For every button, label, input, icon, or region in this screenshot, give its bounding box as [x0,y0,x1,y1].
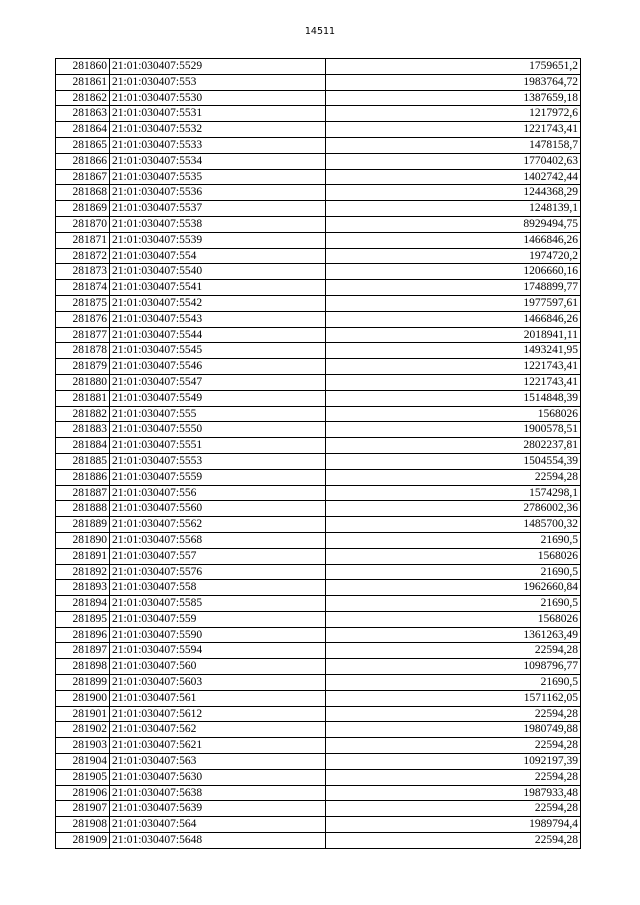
row-number: 281893 [56,580,110,596]
table-row [56,453,581,469]
table-row [56,706,581,722]
row-number: 281896 [56,627,110,643]
row-number: 281878 [56,343,110,359]
cadastral-value: 22594,28 [326,643,581,659]
row-number: 281909 [56,833,110,849]
table-row [56,295,581,311]
row-number: 281872 [56,248,110,264]
table-body [56,59,581,849]
cadastral-number: 21:01:030407:5549 [110,390,326,406]
cadastral-value: 1983764,72 [326,74,581,90]
row-number: 281906 [56,785,110,801]
cadastral-value: 1568026 [326,611,581,627]
table-row [56,359,581,375]
cadastral-value: 2786002,36 [326,501,581,517]
row-number: 281897 [56,643,110,659]
cadastral-number: 21:01:030407:5630 [110,769,326,785]
cadastral-number: 21:01:030407:553 [110,74,326,90]
table-row [56,817,581,833]
cadastral-number: 21:01:030407:5612 [110,706,326,722]
row-number: 281860 [56,59,110,75]
cadastral-value: 1248139,1 [326,201,581,217]
row-number: 281887 [56,485,110,501]
cadastral-number: 21:01:030407:5530 [110,90,326,106]
table-row [56,548,581,564]
table-row [56,90,581,106]
table-row [56,485,581,501]
cadastral-value: 1244368,29 [326,185,581,201]
cadastral-value: 1989794,4 [326,817,581,833]
row-number: 281870 [56,216,110,232]
table-row [56,517,581,533]
cadastral-number: 21:01:030407:5553 [110,453,326,469]
cadastral-number: 21:01:030407:5638 [110,785,326,801]
cadastral-number: 21:01:030407:557 [110,548,326,564]
cadastral-number: 21:01:030407:5585 [110,596,326,612]
table-row [56,722,581,738]
table-row [56,311,581,327]
cadastral-number: 21:01:030407:556 [110,485,326,501]
row-number: 281874 [56,280,110,296]
table-row [56,596,581,612]
cadastral-number: 21:01:030407:5560 [110,501,326,517]
cadastral-number: 21:01:030407:5544 [110,327,326,343]
cadastral-value: 1206660,16 [326,264,581,280]
cadastral-number: 21:01:030407:555 [110,406,326,422]
table-row [56,643,581,659]
row-number: 281876 [56,311,110,327]
cadastral-number: 21:01:030407:5594 [110,643,326,659]
table-row [56,106,581,122]
row-number: 281892 [56,564,110,580]
table-row [56,122,581,138]
cadastral-value: 1977597,61 [326,295,581,311]
table-row [56,327,581,343]
row-number: 281905 [56,769,110,785]
cadastral-value: 1568026 [326,406,581,422]
cadastral-value: 1574298,1 [326,485,581,501]
cadastral-value: 1770402,63 [326,153,581,169]
cadastral-value: 1493241,95 [326,343,581,359]
table-row [56,216,581,232]
page-number: 14511 [304,26,336,37]
table-row [56,469,581,485]
cadastral-number: 21:01:030407:5562 [110,517,326,533]
cadastral-value: 1514848,39 [326,390,581,406]
cadastral-value: 2802237,81 [326,438,581,454]
row-number: 281902 [56,722,110,738]
cadastral-number: 21:01:030407:5533 [110,137,326,153]
table-row [56,801,581,817]
table-row [56,675,581,691]
cadastral-number: 21:01:030407:5542 [110,295,326,311]
row-number: 281894 [56,596,110,612]
table-row [56,390,581,406]
table-row [56,153,581,169]
cadastral-value: 1098796,77 [326,659,581,675]
row-number: 281904 [56,754,110,770]
cadastral-number: 21:01:030407:5538 [110,216,326,232]
cadastral-number: 21:01:030407:5539 [110,232,326,248]
cadastral-number: 21:01:030407:564 [110,817,326,833]
table-row [56,833,581,849]
row-number: 281881 [56,390,110,406]
table-row [56,659,581,675]
table-row [56,185,581,201]
row-number: 281879 [56,359,110,375]
cadastral-number: 21:01:030407:5536 [110,185,326,201]
row-number: 281903 [56,738,110,754]
table-row [56,627,581,643]
table-row [56,769,581,785]
row-number: 281888 [56,501,110,517]
row-number: 281868 [56,185,110,201]
row-number: 281886 [56,469,110,485]
cadastral-value: 8929494,75 [326,216,581,232]
row-number: 281884 [56,438,110,454]
table-row [56,564,581,580]
cadastral-number: 21:01:030407:5621 [110,738,326,754]
cadastral-number: 21:01:030407:5532 [110,122,326,138]
table-row [56,169,581,185]
cadastral-value: 1900578,51 [326,422,581,438]
cadastral-number: 21:01:030407:5639 [110,801,326,817]
table-row [56,785,581,801]
cadastral-value: 22594,28 [326,738,581,754]
cadastral-number: 21:01:030407:560 [110,659,326,675]
row-number: 281908 [56,817,110,833]
table-row [56,280,581,296]
row-number: 281862 [56,90,110,106]
row-number: 281899 [56,675,110,691]
cadastral-number: 21:01:030407:5540 [110,264,326,280]
row-number: 281901 [56,706,110,722]
cadastral-value: 1466846,26 [326,232,581,248]
cadastral-value: 1962660,84 [326,580,581,596]
row-number: 281907 [56,801,110,817]
cadastral-number: 21:01:030407:561 [110,690,326,706]
cadastral-value: 1387659,18 [326,90,581,106]
row-number: 281877 [56,327,110,343]
table-row [56,374,581,390]
cadastral-number: 21:01:030407:562 [110,722,326,738]
cadastral-value: 1217972,6 [326,106,581,122]
table-row [56,611,581,627]
cadastral-value: 22594,28 [326,469,581,485]
row-number: 281866 [56,153,110,169]
table-row [56,738,581,754]
cadastral-value: 1478158,7 [326,137,581,153]
cadastral-value: 1504554,39 [326,453,581,469]
cadastral-value: 1974720,2 [326,248,581,264]
cadastral-value: 2018941,11 [326,327,581,343]
table-row [56,754,581,770]
row-number: 281863 [56,106,110,122]
cadastral-number: 21:01:030407:5603 [110,675,326,691]
row-number: 281885 [56,453,110,469]
row-number: 281883 [56,422,110,438]
table-row [56,232,581,248]
cadastral-value: 1485700,32 [326,517,581,533]
cadastral-value: 1571162,05 [326,690,581,706]
cadastral-number: 21:01:030407:554 [110,248,326,264]
table-row [56,59,581,75]
cadastral-value: 1221743,41 [326,122,581,138]
row-number: 281890 [56,532,110,548]
cadastral-number: 21:01:030407:5545 [110,343,326,359]
cadastral-value: 21690,5 [326,564,581,580]
cadastral-value: 1568026 [326,548,581,564]
cadastral-value: 1092197,39 [326,754,581,770]
table-row [56,264,581,280]
row-number: 281871 [56,232,110,248]
cadastral-number: 21:01:030407:5550 [110,422,326,438]
cadastral-value: 1466846,26 [326,311,581,327]
row-number: 281861 [56,74,110,90]
cadastral-number: 21:01:030407:5551 [110,438,326,454]
cadastral-value: 1987933,48 [326,785,581,801]
table-row [56,406,581,422]
cadastral-number: 21:01:030407:5543 [110,311,326,327]
row-number: 281889 [56,517,110,533]
row-number: 281895 [56,611,110,627]
row-number: 281865 [56,137,110,153]
cadastral-number: 21:01:030407:5534 [110,153,326,169]
table-row [56,201,581,217]
cadastral-value: 1759651,2 [326,59,581,75]
row-number: 281867 [56,169,110,185]
cadastral-number: 21:01:030407:558 [110,580,326,596]
cadastral-value: 21690,5 [326,596,581,612]
cadastral-value: 22594,28 [326,833,581,849]
cadastral-value: 22594,28 [326,706,581,722]
cadastral-value: 1748899,77 [326,280,581,296]
cadastral-number: 21:01:030407:5576 [110,564,326,580]
cadastral-number: 21:01:030407:5547 [110,374,326,390]
row-number: 281898 [56,659,110,675]
cadastral-value: 22594,28 [326,769,581,785]
cadastral-value: 1221743,41 [326,374,581,390]
row-number: 281900 [56,690,110,706]
table-row [56,422,581,438]
cadastral-value: 1221743,41 [326,359,581,375]
cadastral-number: 21:01:030407:5531 [110,106,326,122]
cadastral-value: 1361263,49 [326,627,581,643]
cadastral-value: 1980749,88 [326,722,581,738]
row-number: 281882 [56,406,110,422]
row-number: 281891 [56,548,110,564]
cadastral-number: 21:01:030407:5541 [110,280,326,296]
cadastral-number: 21:01:030407:559 [110,611,326,627]
row-number: 281869 [56,201,110,217]
row-number: 281880 [56,374,110,390]
cadastral-value: 21690,5 [326,532,581,548]
table-row [56,343,581,359]
cadastral-value-table [55,58,581,849]
cadastral-value: 22594,28 [326,801,581,817]
row-number: 281864 [56,122,110,138]
cadastral-number: 21:01:030407:5546 [110,359,326,375]
cadastral-number: 21:01:030407:563 [110,754,326,770]
table-row [56,74,581,90]
cadastral-number: 21:01:030407:5590 [110,627,326,643]
cadastral-number: 21:01:030407:5648 [110,833,326,849]
cadastral-value: 21690,5 [326,675,581,691]
table-row [56,438,581,454]
table-row [56,248,581,264]
cadastral-number: 21:01:030407:5529 [110,59,326,75]
cadastral-number: 21:01:030407:5568 [110,532,326,548]
row-number: 281875 [56,295,110,311]
cadastral-number: 21:01:030407:5537 [110,201,326,217]
table-row [56,137,581,153]
cadastral-number: 21:01:030407:5559 [110,469,326,485]
cadastral-number: 21:01:030407:5535 [110,169,326,185]
table-row [56,580,581,596]
table-row [56,690,581,706]
cadastral-value: 1402742,44 [326,169,581,185]
table-row [56,532,581,548]
row-number: 281873 [56,264,110,280]
table-row [56,501,581,517]
